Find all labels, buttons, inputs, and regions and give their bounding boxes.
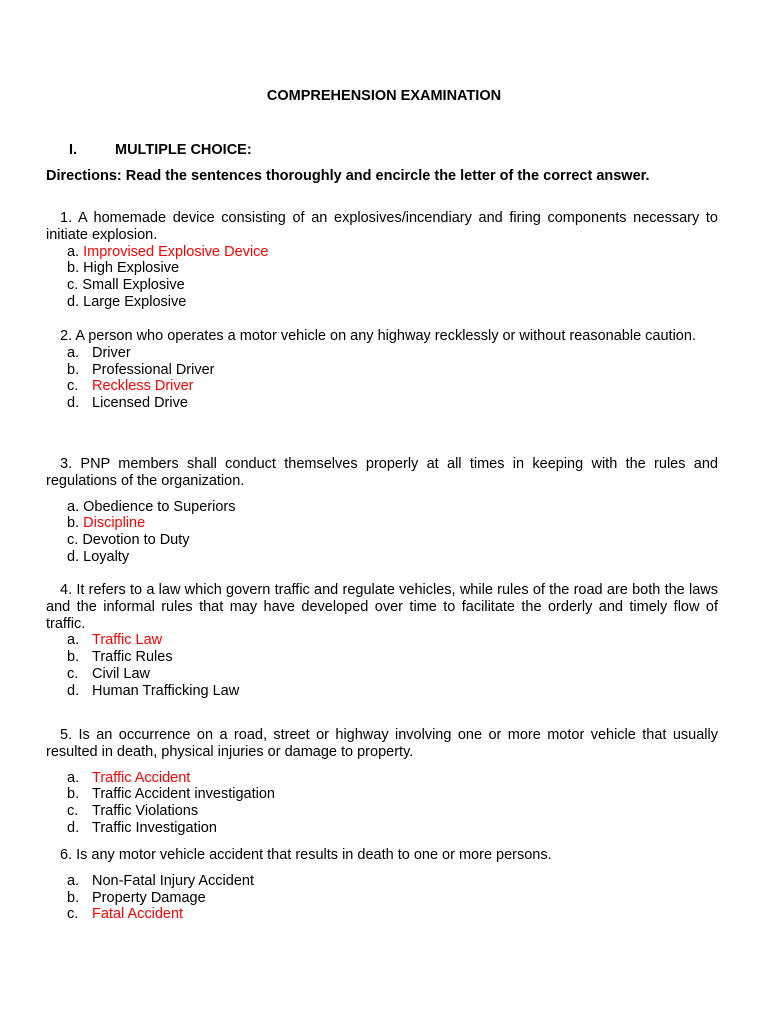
option-d[interactable]: d. Traffic Investigation xyxy=(67,819,217,836)
question-5 xyxy=(46,727,718,837)
option-b[interactable]: b. Professional Driver xyxy=(67,361,215,378)
section-label: MULTIPLE CHOICE: xyxy=(115,142,252,158)
option-list xyxy=(67,244,718,311)
question-6 xyxy=(46,847,718,923)
option-b[interactable]: b. Discipline xyxy=(67,515,146,532)
option-d[interactable]: d. Loyalty xyxy=(67,548,130,565)
question-4 xyxy=(46,582,718,700)
option-list xyxy=(67,770,718,837)
option-a[interactable]: a. Traffic Law xyxy=(67,632,163,649)
question-stem: 4. It refers to a law which govern traffic and regulate vehicles, while rules of the road are both the laws and the informal rules that may have developed over time to facilitate the orderly and timely flow of traffic. xyxy=(46,582,718,632)
option-list xyxy=(67,632,718,699)
question-1 xyxy=(46,210,718,311)
section-number: I. xyxy=(69,142,78,158)
question-stem: 2. A person who operates a motor vehicle on any highway recklessly or without reasonable caution. xyxy=(60,328,696,344)
question-3 xyxy=(46,456,718,566)
option-c[interactable]: c. Small Explosive xyxy=(67,277,185,294)
option-d[interactable]: d. Human Trafficking Law xyxy=(67,682,240,699)
question-stem: 1. A homemade device consisting of an explosives/incendiary and firing components necessary to initiate explosion. xyxy=(46,210,718,243)
question-stem: 3. PNP members shall conduct themselves properly at all times in keeping with the rules and regulations of the organization. xyxy=(46,456,718,489)
option-d[interactable]: d. Large Explosive xyxy=(67,293,187,310)
option-c[interactable]: c. Reckless Driver xyxy=(67,378,194,395)
option-list xyxy=(67,499,718,566)
option-a[interactable]: a. Obedience to Superiors xyxy=(67,498,236,515)
question-stem: 5. Is an occurrence on a road, street or highway involving one or more motor vehicle that usually resulted in death, physical injuries or damage to property. xyxy=(46,727,718,760)
option-list xyxy=(67,873,718,923)
option-a[interactable]: a. Driver xyxy=(67,344,131,361)
option-a[interactable]: a. Non-Fatal Injury Accident xyxy=(67,872,254,889)
section-heading xyxy=(69,142,252,159)
option-d[interactable]: d. Licensed Drive xyxy=(67,395,188,412)
option-a[interactable]: a. Improvised Explosive Device xyxy=(67,243,269,260)
option-b[interactable]: b. Traffic Rules xyxy=(67,649,173,666)
option-b[interactable]: b. Traffic Accident investigation xyxy=(67,786,275,803)
option-b[interactable]: b. Property Damage xyxy=(67,889,206,906)
option-c[interactable]: c. Traffic Violations xyxy=(67,803,199,820)
option-c[interactable]: c. Civil Law xyxy=(67,665,151,682)
option-b[interactable]: b. High Explosive xyxy=(67,260,180,277)
option-list xyxy=(67,345,718,412)
option-a[interactable]: a. Traffic Accident xyxy=(67,769,191,786)
directions-text: Directions: Read the sentences thoroughly and encircle the letter of the correct answer. xyxy=(46,168,650,184)
option-c[interactable]: c. Devotion to Duty xyxy=(67,532,190,549)
question-stem: 6. Is any motor vehicle accident that results in death to one or more persons. xyxy=(60,847,552,863)
question-2 xyxy=(46,328,718,412)
option-c[interactable]: c. Fatal Accident xyxy=(67,906,184,923)
document-title: COMPREHENSION EXAMINATION xyxy=(266,88,502,104)
